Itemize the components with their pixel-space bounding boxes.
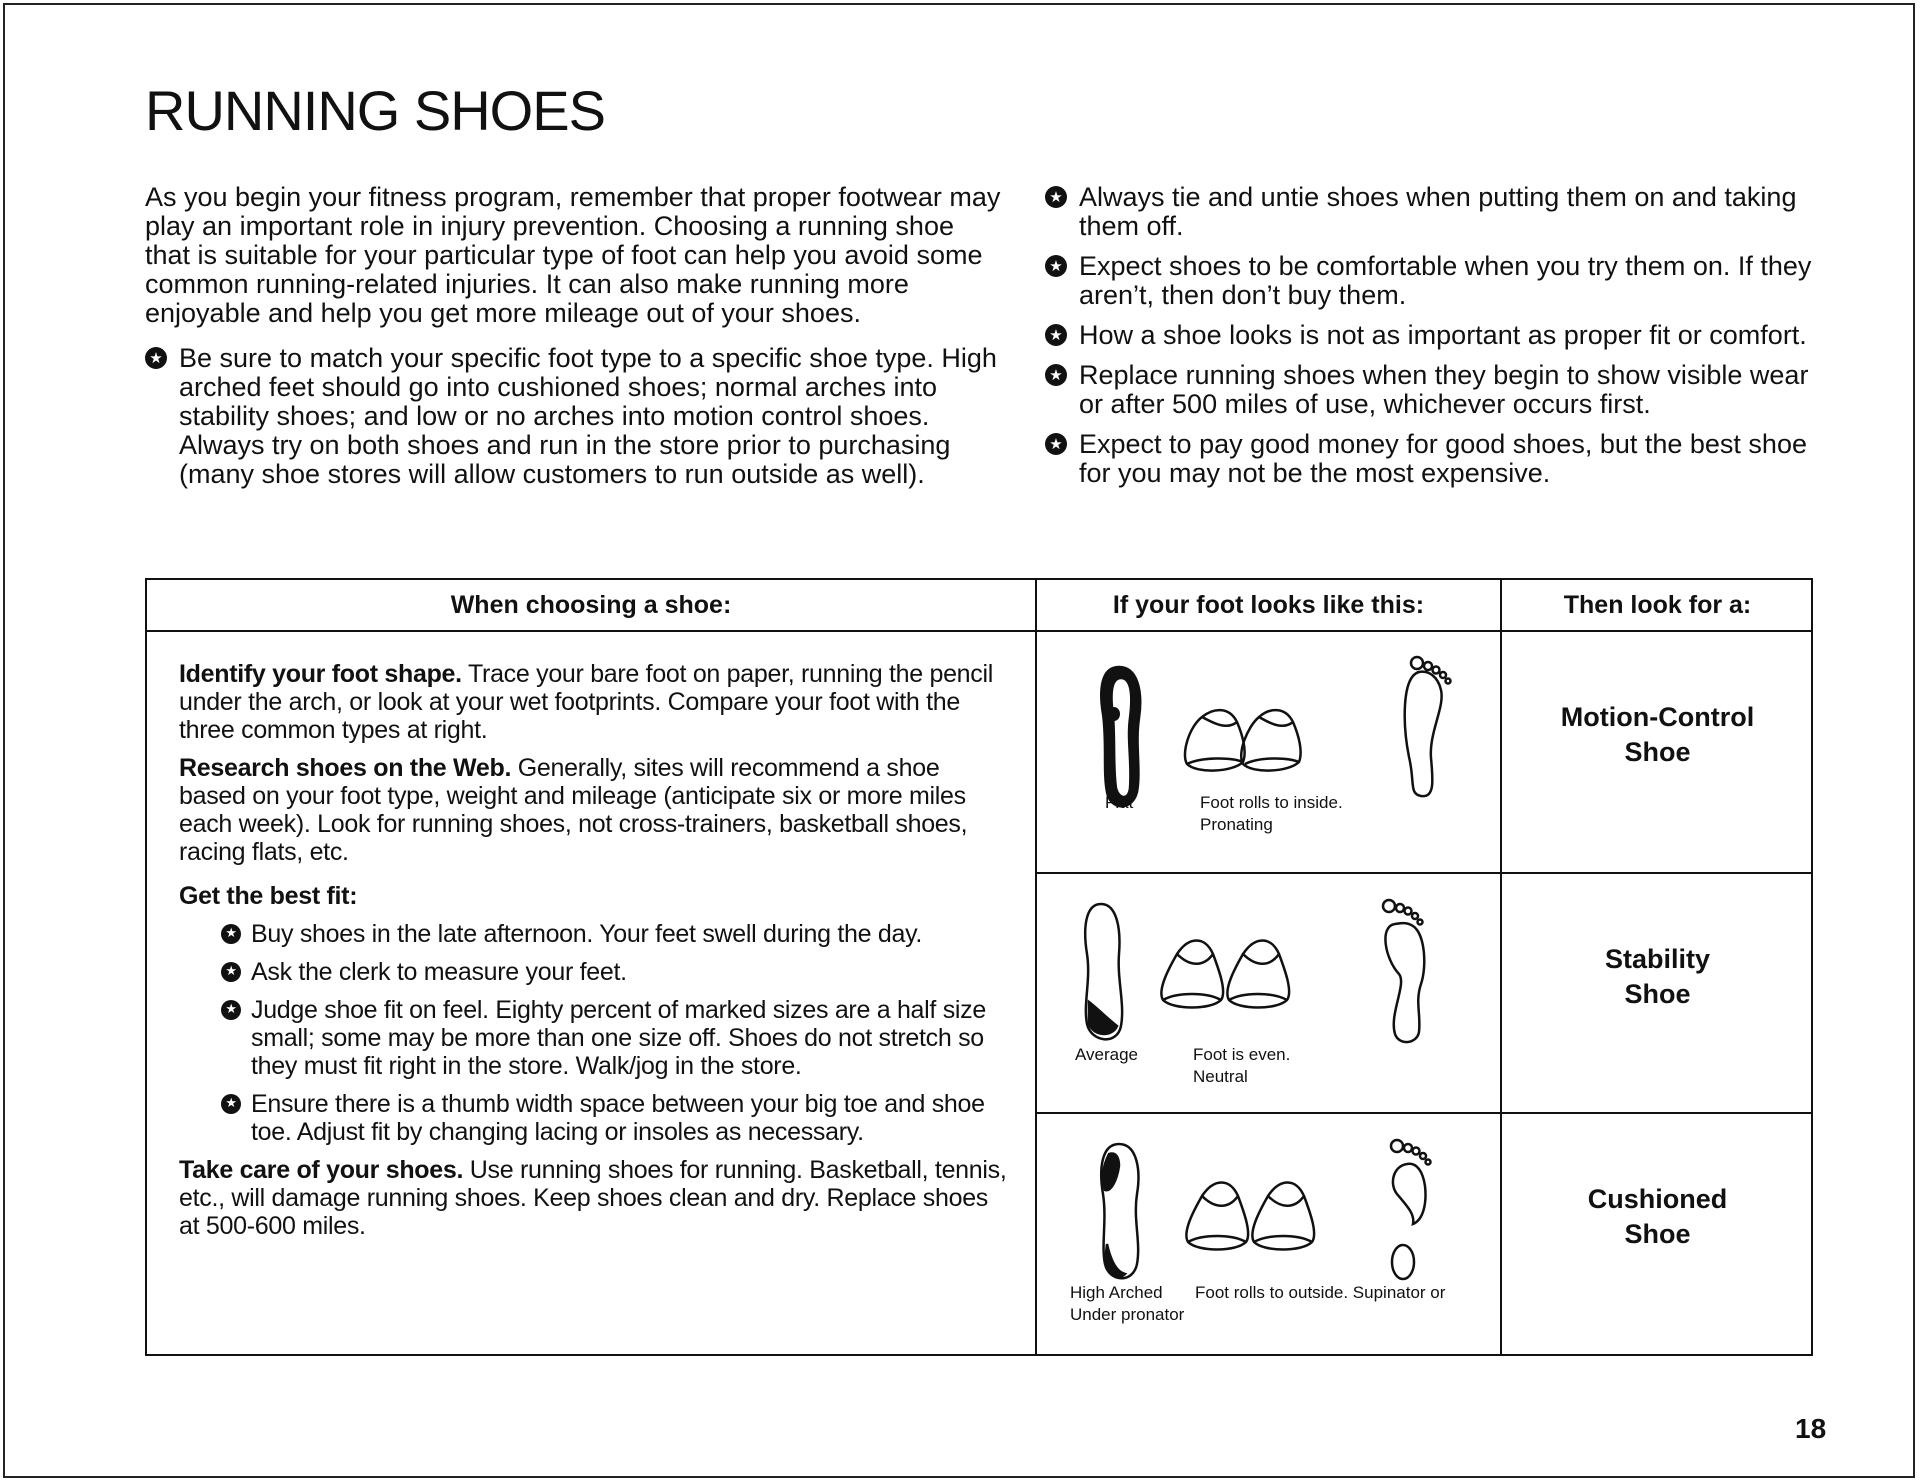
foot-description: Under pronator bbox=[1070, 1305, 1185, 1324]
list-item-text: Buy shoes in the late afternoon. Your feet swell during the day. bbox=[251, 920, 923, 948]
list-item bbox=[221, 996, 1009, 1080]
left-column bbox=[145, 183, 1005, 500]
list-item bbox=[221, 958, 1009, 986]
foot-type-average bbox=[1037, 874, 1500, 1112]
foot-type-high-arched bbox=[1037, 1114, 1500, 1356]
header-look-for: Then look for a: bbox=[1563, 591, 1752, 619]
header-foot-looks: If your foot looks like this: bbox=[1112, 591, 1425, 619]
header-when-choosing: When choosing a shoe: bbox=[450, 591, 732, 619]
list-item-text: Expect shoes to be comfortable when you try them on. If they aren’t, then don’t buy them. bbox=[1079, 251, 1812, 310]
shoe-recommendation: Motion-Control Shoe bbox=[1560, 702, 1755, 767]
best-fit-heading: Get the best fit: bbox=[179, 882, 358, 910]
foot-description: Pronating bbox=[1200, 815, 1273, 834]
foot-description: Neutral bbox=[1193, 1067, 1248, 1086]
list-item bbox=[1045, 252, 1825, 310]
star-bullet-icon: ★ bbox=[221, 1094, 241, 1114]
star-bullet-icon: ★ bbox=[1045, 433, 1067, 455]
star-bullet-icon: ★ bbox=[1045, 324, 1067, 346]
foot-type-label: Flat bbox=[1105, 793, 1134, 812]
list-item-text: Always tie and untie shoes when putting them on and taking them off. bbox=[1079, 182, 1797, 241]
list-item-text: Ask the clerk to measure your feet. bbox=[251, 958, 627, 986]
list-item bbox=[1045, 430, 1825, 488]
list-item-text: Replace running shoes when they begin to show visible wear or after 500 miles of use, whichever occurs first. bbox=[1079, 360, 1809, 419]
shoe-guide bbox=[179, 660, 1009, 1250]
star-bullet-icon: ★ bbox=[1045, 364, 1067, 386]
list-item-text: Ensure there is a thumb width space between your big toe and shoe toe. Adjust fit by changing lacing or insoles as necessary. bbox=[251, 1090, 985, 1146]
star-bullet-icon: ★ bbox=[1045, 186, 1067, 208]
list-item bbox=[1045, 183, 1825, 241]
foot-description: Foot is even. bbox=[1193, 1045, 1291, 1064]
foot-type-label: Average bbox=[1075, 1045, 1139, 1064]
intro-paragraph: As you begin your fitness program, remember that proper footwear may play an important role in injury prevention. Choosing a running shoe that is suitable for your particular type of foot can help you avoid some common running-related injuries. It can also make running more enjoyable and help you get more mileage out of your shoes. bbox=[145, 182, 1001, 328]
star-bullet-icon: ★ bbox=[221, 962, 241, 982]
foot-type-flat bbox=[1037, 632, 1500, 872]
list-item bbox=[145, 344, 1005, 489]
list-item-text: Judge shoe fit on feel. Eighty percent of marked sizes are a half size small; some may be more than one size off. Shoes do not stretch so they must fit right in the store. Walk/jog in the store. bbox=[251, 996, 986, 1080]
star-bullet-icon: ★ bbox=[221, 1000, 241, 1020]
shoe-recommendation: Stability Shoe bbox=[1604, 944, 1711, 1009]
shoe-recommendation: Cushioned Shoe bbox=[1587, 1184, 1728, 1249]
star-bullet-icon: ★ bbox=[221, 924, 241, 944]
star-bullet-icon: ★ bbox=[145, 347, 167, 369]
table-divider bbox=[147, 630, 1811, 632]
shoe-selection-table bbox=[145, 578, 1813, 1356]
care-for-shoes: Take care of your shoes. Use running shoes for running. Basketball, tennis, etc., will damage running shoes. Keep shoes clean and dry. Replace shoes at 500-600 miles. bbox=[179, 1156, 1007, 1240]
star-bullet-icon: ★ bbox=[1045, 255, 1067, 277]
foot-description: Foot rolls to outside. Supinator or bbox=[1195, 1283, 1446, 1302]
list-item bbox=[221, 920, 1009, 948]
foot-type-label: High Arched bbox=[1070, 1283, 1163, 1302]
list-item bbox=[221, 1090, 1009, 1146]
list-item-text: Expect to pay good money for good shoes, but the best shoe for you may not be the most expensive. bbox=[1079, 429, 1807, 488]
page-title: RUNNING SHOES bbox=[145, 79, 605, 142]
list-item bbox=[1045, 361, 1825, 419]
list-item bbox=[1045, 321, 1825, 350]
right-column bbox=[1045, 183, 1825, 499]
page-number: 18 bbox=[1795, 1413, 1827, 1444]
list-item-text: How a shoe looks is not as important as proper fit or comfort. bbox=[1079, 320, 1807, 350]
list-item-text: Be sure to match your specific foot type to a specific shoe type. High arched feet should go into cushioned shoes; normal arches into stability shoes; and low or no arches into motion control shoes. Always try on both shoes and run in the store prior to purchasing (many shoe stores will allow customers to run outside as well). bbox=[179, 343, 997, 489]
identify-foot-shape: Identify your foot shape. Trace your bare foot on paper, running the pencil under the arch, or look at your wet footprints. Compare your foot with the three common types at right. bbox=[179, 660, 993, 744]
foot-description: Foot rolls to inside. bbox=[1200, 793, 1343, 812]
research-shoes: Research shoes on the Web. Generally, sites will recommend a shoe based on your foot type, weight and mileage (anticipate six or more miles each week). Look for running shoes, not cross-trainers, basketball shoes, racing flats, etc. bbox=[179, 754, 968, 866]
